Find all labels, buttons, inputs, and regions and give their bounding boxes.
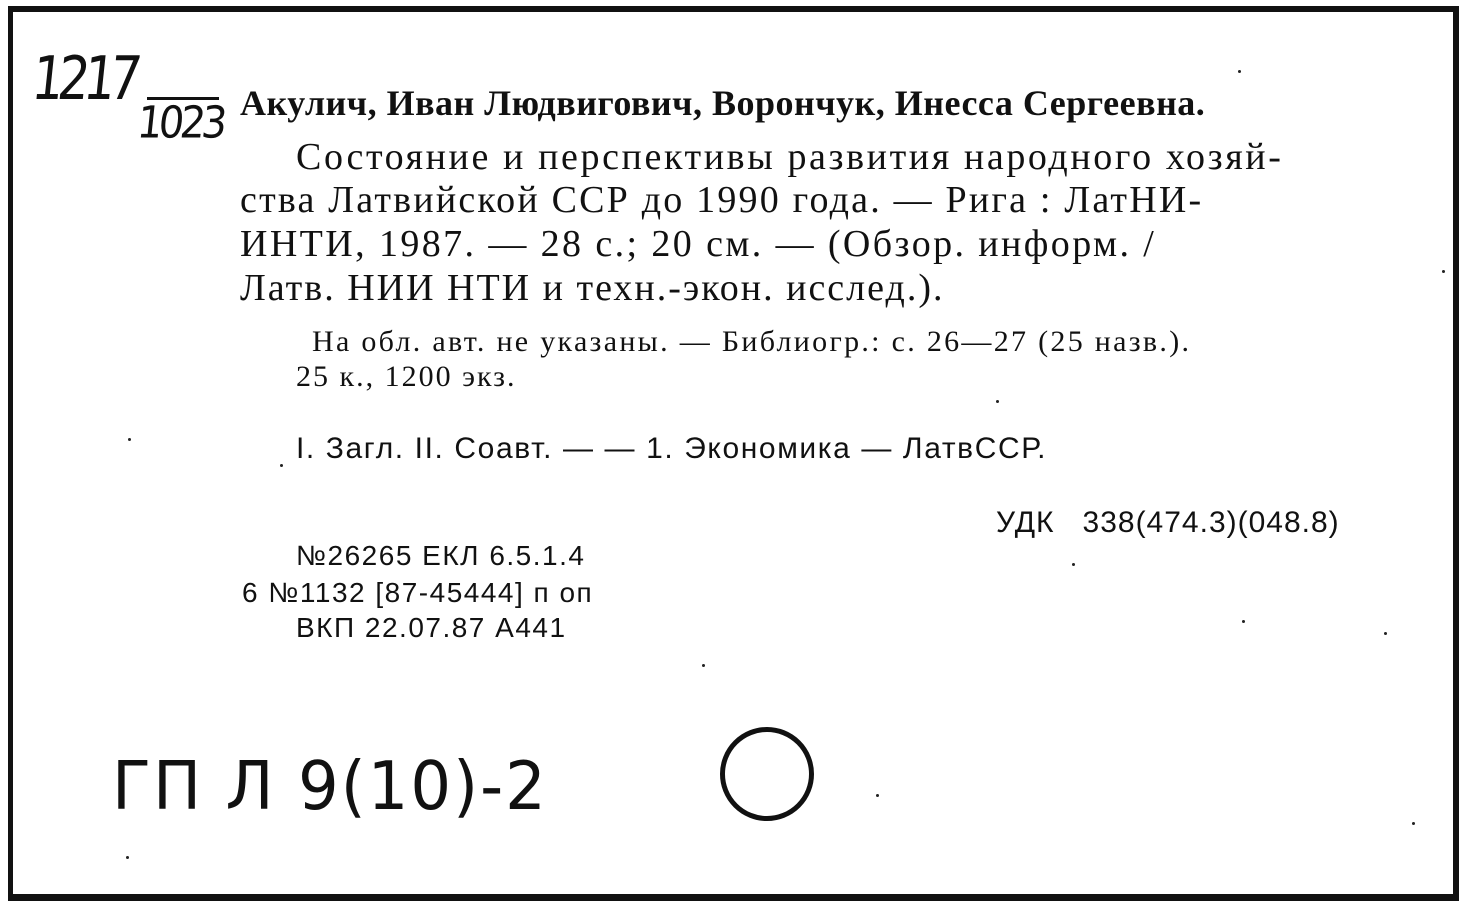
tech-line-3: ВКП 22.07.87 А441 [296, 612, 567, 643]
scan-speck [1238, 70, 1241, 73]
card-heading: Акулич, Иван Людвигович, Ворончук, Инесса Сергеевна. [240, 83, 1206, 123]
scan-speck [1072, 563, 1075, 566]
card-hole [720, 727, 814, 821]
udc-value: 338(474.3)(048.8) [1082, 506, 1340, 539]
scan-speck [1384, 632, 1387, 635]
description-line-4: Латв. НИИ НТИ и техн.-экон. исслед.). [240, 267, 945, 309]
scan-speck [702, 664, 705, 667]
scan-speck [280, 464, 283, 467]
scan-speck [996, 400, 999, 403]
shelf-mark-bottom: 1023 [134, 98, 226, 149]
scan-speck [1242, 620, 1245, 623]
tech-line-2: 6 №1132 [87-45444] п оп [242, 577, 594, 608]
scan-speck [128, 438, 131, 441]
scan-speck [876, 794, 879, 797]
description-line-3: ИНТИ, 1987. — 28 с.; 20 см. — (Обзор. информ. / [240, 223, 1157, 265]
tech-line-1: №26265 ЕКЛ 6.5.1.4 [296, 540, 586, 571]
scan-speck [1442, 270, 1445, 273]
udc-classification [996, 506, 1340, 540]
note-line-2: 25 к., 1200 экз. [296, 360, 517, 393]
handwritten-code: ГП Л 9(10)-2 [112, 748, 548, 826]
note-line-1: На обл. авт. не указаны. — Библиогр.: с. 26—27 (25 назв.). [312, 325, 1192, 358]
description-line-1: Состояние и перспективы развития народного хозяй- [296, 136, 1284, 178]
scan-speck [1412, 822, 1415, 825]
scan-speck [126, 856, 129, 859]
subject-tracings: I. Загл. II. Соавт. — — 1. Экономика — ЛатвССР. [296, 432, 1048, 465]
udc-label: УДК [996, 506, 1055, 539]
shelf-mark-top: 1217 [28, 44, 140, 114]
description-line-2: ства Латвийской ССР до 1990 года. — Рига : ЛатНИ- [240, 179, 1204, 221]
